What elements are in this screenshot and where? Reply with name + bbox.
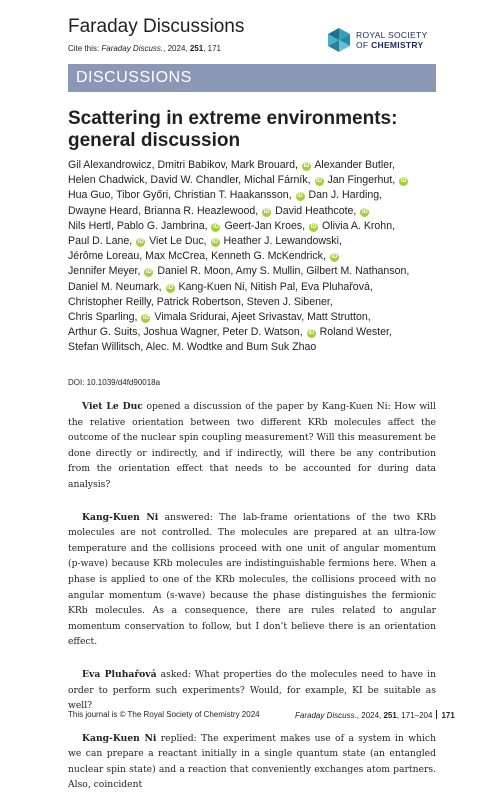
orcid-icon[interactable]: iD [361,208,368,215]
orcid-icon[interactable]: iD [145,269,152,276]
author-line [68,280,436,295]
author-line [68,264,436,279]
orcid-icon[interactable]: iD [400,178,407,185]
author-text: David Heathcote, [275,204,357,217]
author-text: Jennifer Meyer, [68,265,141,278]
author-text: Geert-Jan Kroes, [224,219,306,232]
rsc-logo [326,27,436,53]
cite-pages: , 171 [203,44,221,53]
footer-divider [436,710,437,719]
rsc-logo-line2 [356,40,427,50]
author-line [68,310,436,325]
page-number: 171 [441,711,455,720]
author-text: Dwayne Heard, Brianna R. Heazlewood, [68,204,259,217]
paragraph-text: replied: The experiment makes use of a system in which we can prepare a reactant initially in a single quantum state (an entangled nuclear spin state) and a reaction that conveniently exchanges atom partners. Also, coincident [68,732,436,791]
author-line [68,234,436,249]
rsc-logo-chemistry: CHEMISTRY [371,40,424,50]
orcid-icon[interactable]: iD [316,178,323,185]
discussion-paragraph [68,731,436,793]
orcid-icon[interactable]: iD [142,315,149,322]
author-line [68,340,436,355]
citation-line [68,44,221,53]
author-text: Viet Le Duc, [149,235,207,248]
author-text: Daniel M. Neumark, [68,280,162,293]
author-text: Chris Sparling, [68,311,138,324]
orcid-icon[interactable]: iD [263,208,270,215]
discussion-body [68,399,436,810]
article-title [68,108,436,152]
discussion-paragraph [68,667,436,714]
author-text: Vimala Sridurai, Ajeet Srivastav, Matt Strutton, [154,311,371,324]
discussion-paragraph [68,510,436,650]
orcid-icon[interactable]: iD [303,163,310,169]
paragraph-text: asked: What properties do the molecules need to have in order to perform such experiments? Would, for example, KI be suitable as well? [68,668,436,712]
orcid-icon[interactable]: iD [310,223,317,230]
rsc-logo-line1: ROYAL SOCIETY [356,30,428,40]
footer-pages: , 171–204 [396,711,433,720]
author-text: Hua Guo, Tibor Győri, Christian T. Haakansson, [68,189,292,202]
author-text: Daniel R. Moon, Amy S. Mullin, Gilbert M. Nathanson, [157,265,410,278]
orcid-icon[interactable]: iD [212,239,219,246]
author-line [68,295,436,310]
author-text: Christopher Reilly, Patrick Robertson, Steven J. Sibener, [68,295,333,308]
journal-title: Faraday Discussions [68,16,245,37]
cite-year: , 2024, [163,44,190,53]
speaker-name: Kang-Kuen Ni [82,511,159,523]
author-text: Gil Alexandrowicz, Dmitri Babikov, Mark Brouard, [68,159,298,171]
author-text: Alexander Butler, [314,159,395,171]
doi-link[interactable]: DOI: 10.1039/d4fd90018a [68,378,161,387]
cite-label: Cite this: [68,44,100,53]
paragraph-text: answered: The lab-frame orientations of the two KRb molecules are not controlled. The molecules are prepared at an ultra-low temperature and the collisions proceed with one unit of angular momentum (p-wave) because KRb molecules are indistinguishable fermions here. When a phase is applied to one of the KRb molecules, the collisions proceed with no angular momentum (s-wave) because the phase distinguishes the fermionic KRb molecules. As a consequence, there are rules related to angular momentum conservation to follow, but I don’t believe there is an orientation effect. [68,511,436,648]
author-list [68,158,436,356]
author-text: Stefan Willitsch, Alec. M. Wodtke and Bum Suk Zhao [68,341,317,354]
orcid-icon[interactable]: iD [167,284,174,291]
footer-year: , 2024, [356,711,384,720]
article-title-line2: general discussion [68,130,241,151]
author-line [68,219,436,234]
orcid-icon[interactable]: iD [137,239,144,246]
rsc-logo-icon [326,27,352,53]
rsc-logo-of: OF [356,40,372,50]
author-line [68,325,436,340]
section-bar [68,64,436,92]
author-line [68,249,436,264]
author-line [68,173,436,188]
discussion-paragraph [68,399,436,493]
speaker-name: Viet Le Duc [82,401,143,412]
orcid-icon[interactable]: iD [212,223,219,230]
section-label: DISCUSSIONS [76,69,192,86]
author-text: Helen Chadwick, David W. Chandler, Michal Fárník, [68,174,311,187]
footer-journal: Faraday Discuss. [295,711,357,720]
cite-journal: Faraday Discuss. [101,44,164,53]
cite-volume: 251 [189,44,204,53]
rsc-logo-text [356,30,427,50]
speaker-name: Eva Pluhařová [82,668,157,680]
author-text: Arthur G. Suits, Joshua Wagner, Peter D. Watson, [68,326,303,339]
author-text: Jérôme Loreau, Max McCrea, Kenneth G. McKendrick, [68,250,326,263]
footer-copyright: This journal is © The Royal Society of Chemistry 2024 [68,710,260,719]
author-text: Paul D. Lane, [68,235,133,248]
author-text: Dan J. Harding, [308,189,383,202]
author-text: Olivia A. Krohn, [322,219,396,232]
author-line [68,158,436,173]
author-line [68,204,436,219]
author-text: Roland Wester, [319,326,392,339]
paragraph-text: opened a discussion of the paper by Kang-Kuen Ni: How will the relative orientation between two different KRb molecules affect the outcome of the nuclear spin coupling measurement? Will this measurement be done directly or indirectly, and if indirectly, will there be any contribution from the orientation effect that needs to be accounted for during data analysis? [68,401,436,490]
footer-volume: 251 [383,711,397,720]
footer-citation [295,710,455,720]
article-title-line1: Scattering in extreme environments: [68,108,398,129]
speaker-name: Kang-Kuen Ni [82,732,157,744]
author-text: Kang-Kuen Ni, Nitish Pal, Eva Pluhařová, [178,280,373,293]
orcid-icon[interactable]: iD [331,254,338,261]
orcid-icon[interactable]: iD [308,330,315,337]
author-text: Nils Hertl, Pablo G. Jambrina, [68,219,208,232]
author-line [68,188,436,203]
orcid-icon[interactable]: iD [297,193,304,200]
author-text: Heather J. Lewandowski, [223,235,342,248]
author-text: Jan Fingerhut, [327,174,396,187]
